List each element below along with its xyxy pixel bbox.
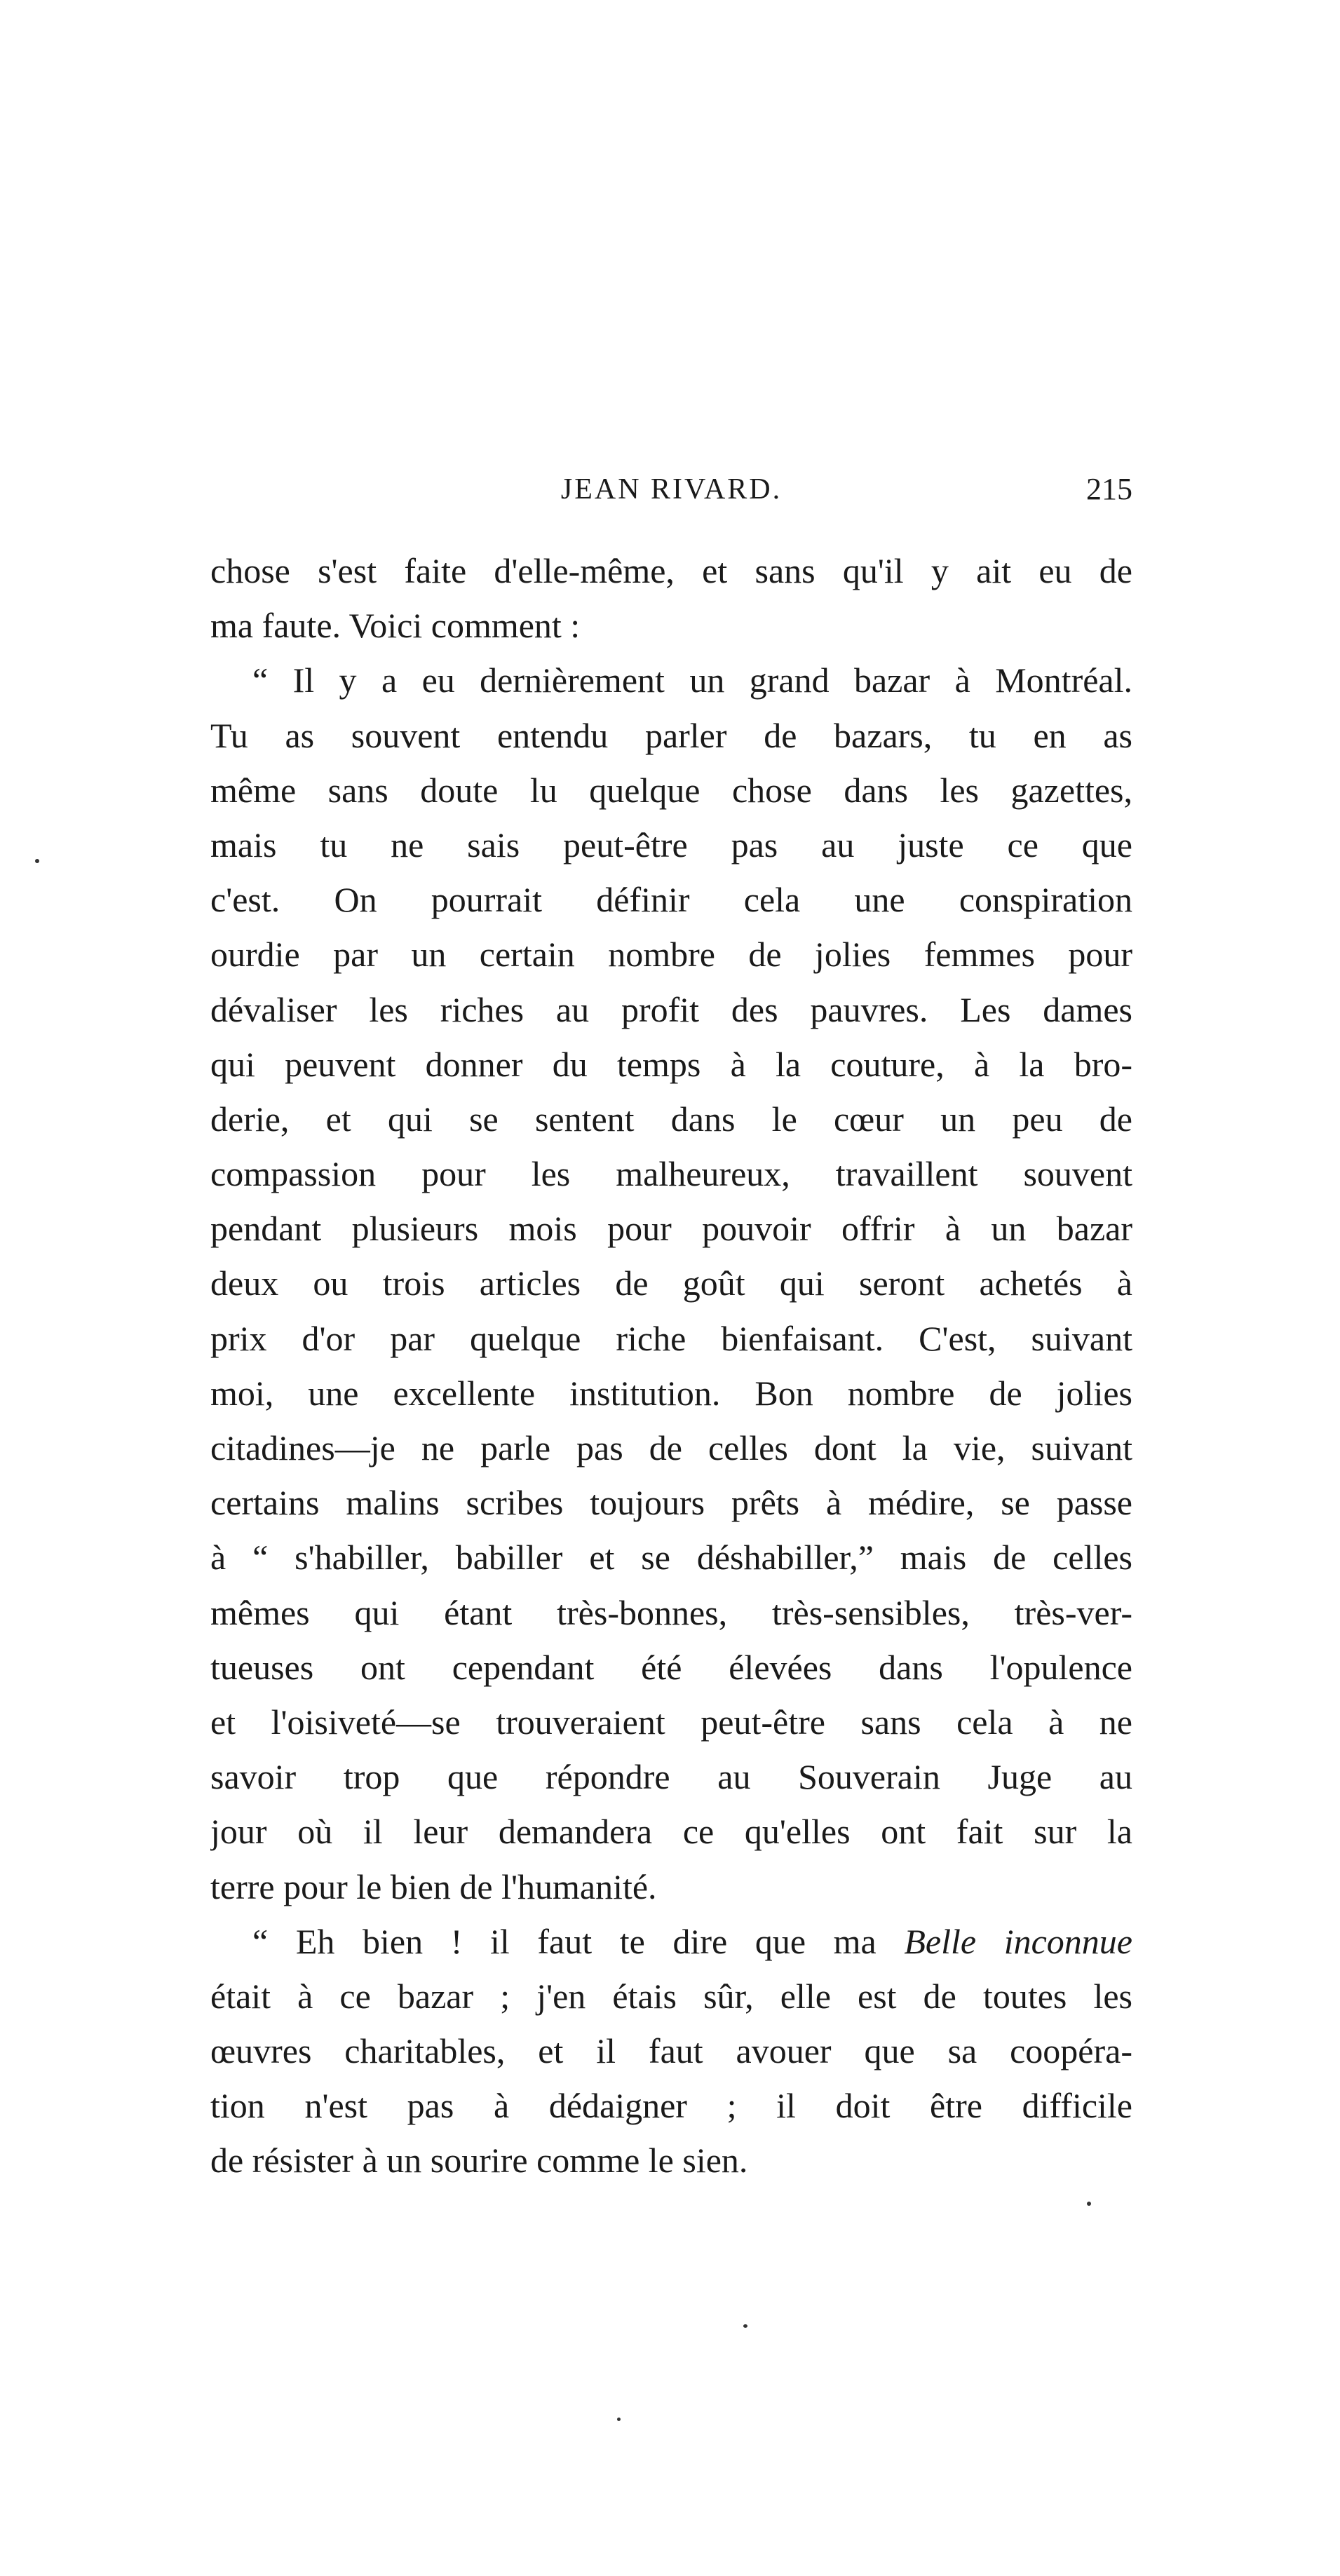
print-speck (1087, 2202, 1091, 2206)
page-number: 215 (1086, 472, 1132, 506)
text-line: jour où il leur demandera ce qu'elles ont fait sur la (210, 1812, 1132, 1852)
text-line: tueuses ont cependant été élevées dans l'opulence (210, 1647, 1132, 1687)
text-line: chose s'est faite d'elle-même, et sans qu'il y ait eu de (210, 551, 1132, 590)
running-title: JEAN RIVARD. (560, 473, 783, 506)
print-speck (35, 859, 39, 863)
text-line: savoir trop que répondre au Souverain Juge au (210, 1757, 1132, 1797)
text-line: compassion pour les malheureux, travaillent souvent (210, 1154, 1132, 1194)
text-line: mêmes qui étant très-bonnes, très-sensibles, très-ver- (210, 1592, 1132, 1632)
text-line: citadines—je ne parle pas de celles dont la vie, suivant (210, 1428, 1132, 1467)
text-line-with-italic (210, 1914, 1132, 1969)
text-line: Tu as souvent entendu parler de bazars, tu en as (210, 715, 1132, 755)
text-line: œuvres charitables, et il faut avouer que sa coopéra- (210, 2031, 1132, 2071)
text-line: moi, une excellente institution. Bon nombre de jolies (210, 1373, 1132, 1413)
running-head (210, 468, 1132, 510)
print-speck (743, 2324, 747, 2328)
text-segment: “ Eh bien ! il faut te dire que ma (252, 1921, 905, 1961)
text-line: dévaliser les riches au profit des pauvres. Les dames (210, 989, 1132, 1029)
text-line: “ Il y a eu dernièrement un grand bazar à Montréal. (252, 660, 1132, 700)
text-line: prix d'or par quelque riche bienfaisant. C'est, suivant (210, 1318, 1132, 1358)
text-line: terre pour le bien de l'humanité. (210, 1866, 657, 1906)
text-line: c'est. On pourrait définir cela une conspiration (210, 880, 1132, 920)
text-line: et l'oisiveté—se trouveraient peut-être sans cela à ne (210, 1702, 1132, 1742)
text-line: même sans doute lu quelque chose dans les gazettes, (210, 770, 1132, 810)
text-line: derie, et qui se sentent dans le cœur un peu de (210, 1099, 1132, 1139)
italic-title: Belle inconnue (904, 1921, 1132, 1961)
text-line: deux ou trois articles de goût qui seront achetés à (210, 1263, 1132, 1303)
text-line: ourdie par un certain nombre de jolies femmes pour (210, 935, 1132, 975)
text-line: pendant plusieurs mois pour pouvoir offrir à un bazar (210, 1209, 1132, 1249)
print-speck (617, 2418, 621, 2421)
body-text (210, 543, 1132, 2188)
text-line: était à ce bazar ; j'en étais sûr, elle est de toutes les (210, 1976, 1132, 2016)
text-line: tion n'est pas à dédaigner ; il doit être difficile (210, 2086, 1132, 2126)
text-line: mais tu ne sais peut-être pas au juste ce que (210, 825, 1132, 865)
text-line: certains malins scribes toujours prêts à médire, se passe (210, 1483, 1132, 1523)
text-line: à “ s'habiller, babiller et se déshabiller,” mais de celles (210, 1538, 1132, 1578)
text-line: ma faute. Voici comment : (210, 606, 581, 646)
text-line: qui peuvent donner du temps à la couture, à la bro- (210, 1044, 1132, 1084)
text-line: de résister à un sourire comme le sien. (210, 2141, 748, 2181)
